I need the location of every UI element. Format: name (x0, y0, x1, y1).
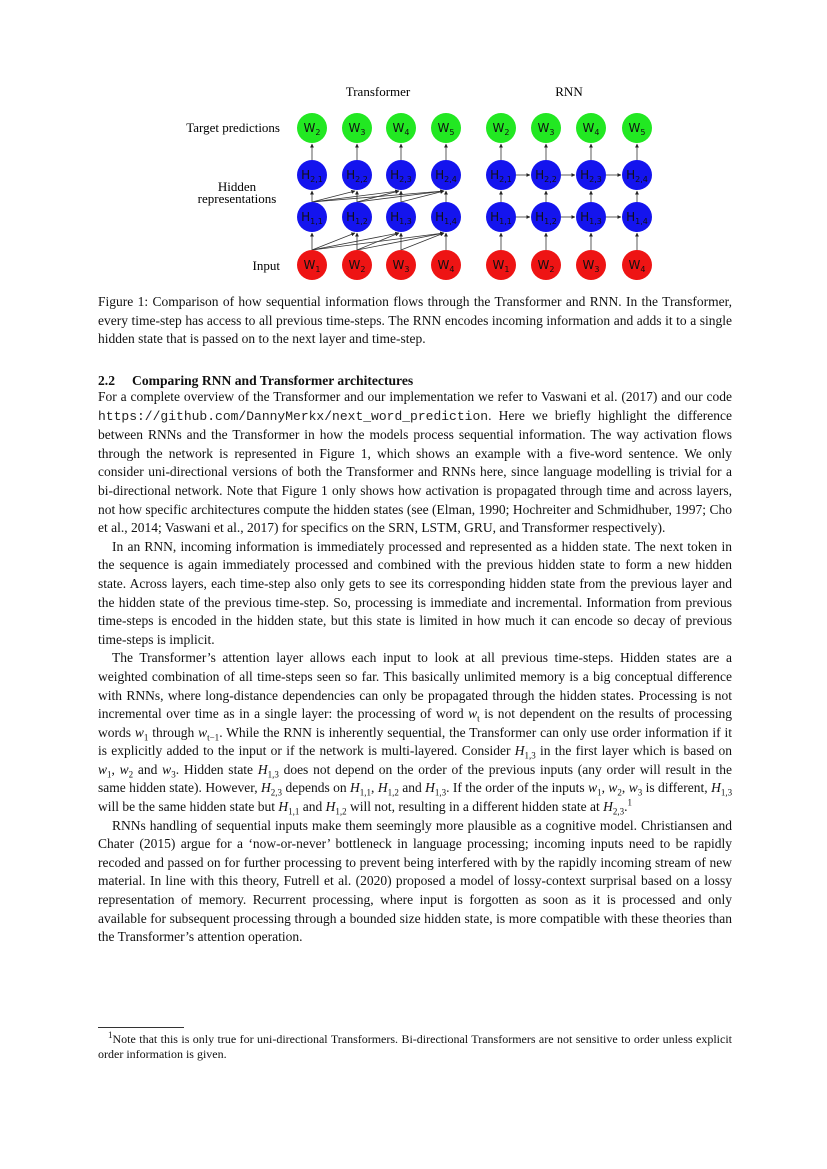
svg-text:H1,1: $H_{1,1}$ (490, 210, 512, 226)
rnn-hidden-layer2-node (486, 160, 516, 190)
math-symbol: $w_{t-1}$ (198, 724, 220, 743)
transformer-hidden-layer1-node (342, 202, 372, 232)
svg-text:H2,3: $H_{2,3}$ (580, 168, 602, 184)
figure-1-diagram (0, 0, 827, 290)
footnote (98, 1032, 732, 1062)
transformer-hidden-layer1-node (431, 202, 461, 232)
footnote-marker: 1 (108, 1030, 113, 1040)
math-symbol: $H_{2,3}$ (261, 780, 283, 799)
svg-text:H2,1: $H_{2,1}$ (490, 168, 512, 184)
flow-arrow (357, 233, 444, 250)
transformer-input-node (431, 250, 461, 280)
svg-text:W4: $W_4$ (392, 121, 410, 137)
svg-text:W5: $W_5$ (628, 121, 646, 137)
footnote-rule (98, 1027, 184, 1028)
svg-text:H1,2: $H_{1,2}$ (346, 210, 368, 226)
math-symbol: $w_1$ (588, 780, 602, 799)
svg-text:H2,2: $H_{2,2}$ (346, 168, 368, 184)
flow-arrow (357, 191, 399, 202)
math-symbol: $w_1$ (134, 724, 149, 743)
rnn-hidden-layer2-node (622, 160, 652, 190)
math-symbol: $w_2$ (608, 780, 622, 799)
svg-text:H1,3: $H_{1,3}$ (390, 210, 412, 226)
rnn-hidden-layer2-node (576, 160, 606, 190)
svg-text:W3: $W_3$ (537, 121, 555, 137)
svg-text:W2: $W_2$ (348, 258, 366, 274)
rnn-input-node (576, 250, 606, 280)
rnn-hidden-layer1-node (622, 202, 652, 232)
row-label-hidden: Hidden (217, 179, 257, 194)
section-title: Comparing RNN and Transformer architectures (132, 373, 414, 388)
svg-text:W2: $W_2$ (492, 121, 510, 137)
body-text (98, 388, 732, 947)
math-symbol: $w_1$ (98, 761, 112, 780)
transformer-input-node (297, 250, 327, 280)
rnn-title: RNN (555, 84, 583, 99)
svg-text:H2,4: $H_{2,4}$ (435, 168, 457, 184)
paragraph: In an RNN, incoming information is immediately processed and represented as a hidden state. The next token in the sequence is again immediately processed and combined with the previous hidden state to form a new hidden state. Across layers, each time-step also only gets to see its corresponding hidden state from the previous layer and the hidden state of the previous time-step. So, processing is immediate and incremental. Information from previous time-steps is encoded in the hidden state, but this state is limited in how much it can encode so decay of previous time-steps is implicit. (98, 538, 732, 647)
rnn-input-node (486, 250, 516, 280)
transformer-hidden-layer1-node (297, 202, 327, 232)
svg-text:W4: $W_4$ (582, 121, 600, 137)
rnn-hidden-layer1-node (576, 202, 606, 232)
svg-text:H2,1: $H_{2,1}$ (301, 168, 323, 184)
svg-text:W2: $W_2$ (303, 121, 321, 137)
rnn-input-node (531, 250, 561, 280)
flow-arrow (357, 233, 399, 250)
svg-text:W5: $W_5$ (437, 121, 455, 137)
svg-text:H1,2: $H_{1,2}$ (535, 210, 557, 226)
rnn-hidden-layer1-node (486, 202, 516, 232)
svg-text:W4: $W_4$ (628, 258, 646, 274)
svg-text:H2,2: $H_{2,2}$ (535, 168, 557, 184)
transformer-title: Transformer (345, 84, 411, 99)
row-label-target: Target predictions (186, 120, 280, 135)
flow-arrow (312, 191, 399, 202)
svg-text:W3: $W_3$ (392, 258, 410, 274)
footnote-text: Note that this is only true for uni-directional Transformers. Bi-directional Transformers are not sensitive to order unless explicit order information is given. (98, 1032, 732, 1061)
rnn-target-node (622, 113, 652, 143)
math-symbol: $H_{1,3}$ (425, 780, 447, 799)
transformer-input-node (342, 250, 372, 280)
math-symbol: $H_{1,3}$ (514, 743, 536, 761)
svg-text:W1: $W_1$ (303, 258, 321, 274)
svg-text:H1,1: $H_{1,1}$ (301, 210, 323, 226)
figure-caption: Figure 1: Comparison of how sequential information flows through the Transformer and RNN. In the Transformer, every time-step has access to all previous time-steps. The RNN encodes incoming information and adds it to a single hidden state that is passed on to the next layer and time-step. (98, 294, 732, 347)
math-symbol: $H_{1,3}$ (257, 761, 279, 780)
math-symbol: $H_{1,3}$ (711, 780, 733, 799)
svg-text:H1,3: $H_{1,3}$ (580, 210, 602, 226)
rnn-target-node (576, 113, 606, 143)
math-symbol: $w_3$ (628, 780, 643, 799)
svg-text:W4: $W_4$ (437, 258, 455, 274)
row-label-input: Input (252, 258, 280, 273)
transformer-input-node (386, 250, 416, 280)
transformer-hidden-layer2-node (431, 160, 461, 190)
math-symbol: $H_{1,2}$ (377, 780, 399, 799)
rnn-hidden-layer1-node (531, 202, 561, 232)
rnn-hidden-layer2-node (531, 160, 561, 190)
paragraph: The Transformer’s attention layer allows each input to look at all previous time-steps. Hidden states are a weighted combination of all time-steps seen so far. This basically unlimited memory is a big conceptual difference with RNNs, where long-distance dependencies can only be propagated through the hidden states. Processing is not incremental over time as in a single layer: the processing of word $w_t$ is not dependent on the results of processing words $w_1$ through $w_{t-1}$. While the RNN is inherently sequential, the Transformer can only use order information if it is explicitly added to the input or if the network is multi-layered. Consider $H_{1,3}$ in the first layer which is based on $w_1$, $w_2$ and $w_3$. Hidden state $H_{1,3}$ does not depend on the order of the previous inputs (any order will result in the same hidden state). However, $H_{2,3}$ depends on $H_{1,1}$, $H_{1,2}$ and $H_{1,3}$. If the order of the inputs $w_1$, $w_2$, $w_3$ is different, $H_{1,3}$ will be the same hidden state but $H_{1,1}$ and $H_{1,2}$ will not, resulting in a different hidden state at $H_{2,3}.^1$ (98, 650, 733, 817)
svg-text:H1,4: $H_{1,4}$ (626, 210, 648, 226)
flow-arrow (357, 191, 444, 202)
transformer-hidden-layer2-node (386, 160, 416, 190)
svg-text:H2,4: $H_{2,4}$ (626, 168, 648, 184)
transformer-hidden-layer1-node (386, 202, 416, 232)
transformer-target-node (297, 113, 327, 143)
svg-text:H1,4: $H_{1,4}$ (435, 210, 457, 226)
paragraph: RNNs handling of sequential inputs make them seemingly more plausible as a cognitive model. Christiansen and Chater (2015) argue for a ‘now-or-never’ bottleneck in language processing; incoming inputs need to be rapidly recoded and passed on for further processing to prevent being interfered with by the rapidly incoming stream of new material. In line with this theory, Futrell et al. (2020) proposed a model of lossy-context surprisal based on a lossy representation of memory. Recurrent processing, where input is forgotten as soon as it is processed and only available for subsequent processing through a bounded size hidden state, is more compatible with these theories than the Transformer’s attention operation. (98, 817, 732, 945)
rnn-target-node (531, 113, 561, 143)
transformer-hidden-layer2-node (342, 160, 372, 190)
math-symbol: $w_3$ (162, 761, 176, 780)
rnn-input-node (622, 250, 652, 280)
svg-text:W3: $W_3$ (348, 121, 366, 137)
code-url: https://github.com/DannyMerkx/next_word_prediction (98, 408, 489, 424)
math-symbol: $H_{2,3}$ (603, 799, 625, 817)
math-symbol: $w_2$ (119, 761, 134, 780)
svg-text:W1: $W_1$ (492, 258, 510, 274)
svg-text:H2,3: $H_{2,3}$ (390, 168, 412, 184)
transformer-target-node (386, 113, 416, 143)
transformer-hidden-layer2-node (297, 160, 327, 190)
transformer-target-node (431, 113, 461, 143)
math-symbol: $H_{1,1}$ (350, 780, 372, 799)
math-symbol: $H_{1,1}$ (278, 799, 300, 817)
math-symbol: $H_{1,2}$ (325, 799, 347, 817)
section-number: 2.2 (98, 373, 115, 388)
flow-arrow (312, 233, 399, 250)
paragraph: For a complete overview of the Transformer and our implementation we refer to Vaswani et al. (2017) and our code https://github.com/DannyMerkx/next_word_prediction. Here we briefly highlight the difference between RNNs and the Transformer in how the models process sequential information. The way activation flows through the network is represented in Figure 1, which shows an example with a five-word sentence. We only consider uni-directional versions of both the Transformer and RNNs here, since language modelling is trivial for a bi-directional network. Note that Figure 1 only shows how activation is propagated through time and across layers, not how specific architectures compute the hidden states (see (Elman, 1990; Hochreiter and Schmidhuber, 1997; Cho et al., 2014; Vaswani et al., 2017) for specifics on the SRN, LSTM, GRU, and Transformer respectively). (98, 389, 732, 536)
transformer-target-node (342, 113, 372, 143)
svg-text:W3: $W_3$ (582, 258, 600, 274)
row-label-representations: representations (197, 191, 277, 206)
footnote-ref: 1 (627, 797, 633, 808)
math-symbol: $w_t$ (468, 706, 480, 724)
rnn-target-node (486, 113, 516, 143)
svg-text:W2: $W_2$ (537, 258, 555, 274)
